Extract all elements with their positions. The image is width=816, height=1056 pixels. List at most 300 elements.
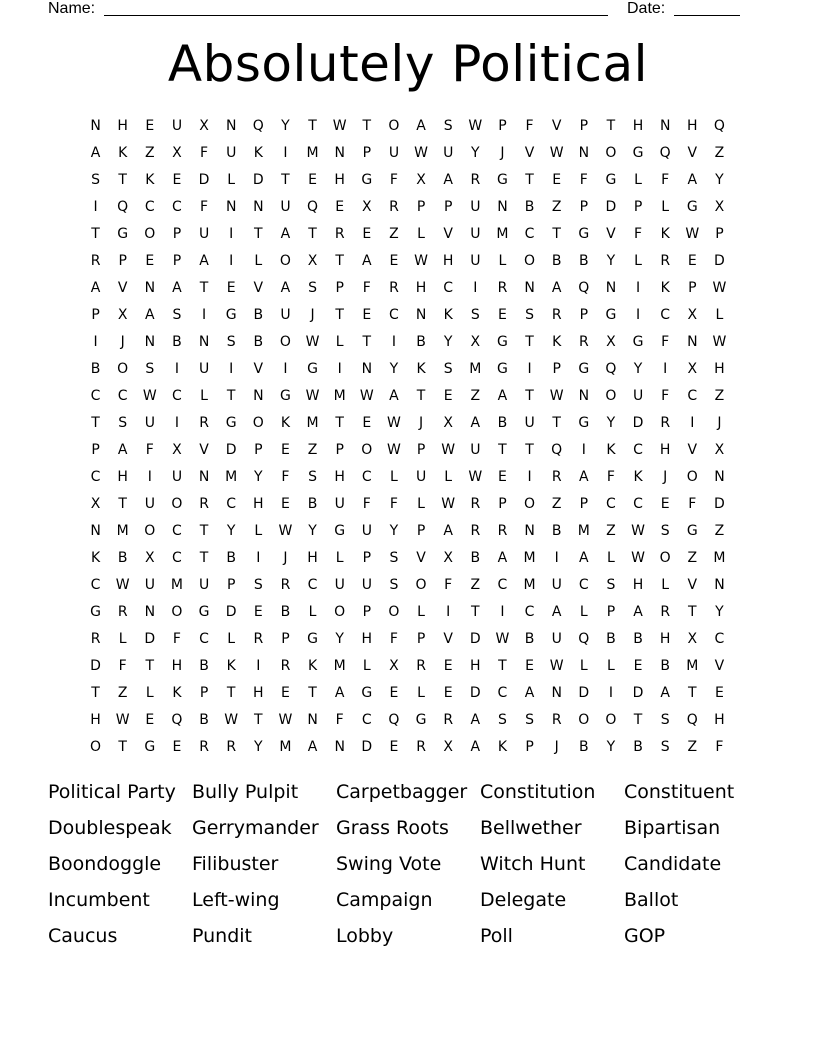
grid-letter: N [578, 145, 590, 161]
grid-letter: F [200, 199, 209, 215]
grid-letter: C [524, 226, 535, 242]
grid-letter: Y [606, 739, 616, 755]
grid-row [82, 653, 733, 680]
grid-letter: C [172, 388, 182, 404]
grid-letter: F [335, 712, 344, 728]
grid-letter: Q [171, 712, 183, 728]
grid-letter: Y [633, 361, 643, 377]
grid-letter: O [605, 145, 617, 161]
grid-letter: F [661, 334, 670, 350]
grid-letter: A [497, 550, 508, 566]
grid-letter: U [524, 415, 535, 431]
grid-letter: K [416, 361, 426, 377]
grid-row [82, 302, 733, 329]
grid-letter: Z [714, 388, 725, 404]
grid-row [82, 113, 733, 140]
grid-letter: X [90, 496, 101, 512]
word-row [48, 814, 768, 850]
word-item: Caucus [48, 925, 118, 947]
grid-letter: U [470, 199, 481, 215]
grid-letter: V [253, 280, 264, 296]
grid-letter: H [171, 658, 183, 674]
grid-letter: A [172, 280, 182, 296]
grid-letter: R [199, 739, 209, 755]
grid-letter: A [280, 280, 291, 296]
grid-letter: N [144, 604, 156, 620]
grid-letter: I [554, 550, 559, 566]
grid-letter: N [198, 469, 210, 485]
grid-letter: C [307, 577, 318, 593]
grid-letter: U [198, 226, 210, 242]
grid-letter: G [198, 604, 210, 620]
grid-letter: O [144, 523, 156, 539]
grid-letter: P [443, 199, 453, 215]
grid-letter: L [308, 604, 317, 620]
grid-letter: U [280, 307, 291, 323]
grid-row [82, 248, 733, 275]
grid-letter: G [497, 172, 508, 188]
grid-letter: W [712, 280, 727, 296]
grid-letter: L [118, 631, 127, 647]
grid-letter: T [254, 712, 263, 728]
grid-letter: H [687, 118, 698, 134]
grid-letter: S [660, 739, 670, 755]
grid-letter: D [144, 631, 156, 647]
grid-letter: N [198, 334, 210, 350]
word-item: Ballot [624, 889, 679, 911]
grid-letter: M [333, 658, 346, 674]
grid-letter: A [687, 172, 698, 188]
grid-letter: F [389, 631, 398, 647]
grid-letter: P [362, 550, 372, 566]
grid-letter: B [226, 550, 236, 566]
grid-row [82, 410, 733, 437]
grid-letter: H [714, 361, 725, 377]
grid-letter: P [579, 199, 589, 215]
grid-letter: T [281, 172, 290, 188]
grid-row [82, 194, 733, 221]
grid-letter: R [389, 280, 399, 296]
grid-letter: U [388, 145, 400, 161]
grid-letter: R [416, 739, 426, 755]
grid-letter: A [280, 226, 291, 242]
grid-letter: C [497, 577, 508, 593]
grid-letter: N [90, 523, 101, 539]
grid-letter: U [226, 145, 237, 161]
grid-letter: L [444, 469, 453, 485]
grid-letter: E [281, 442, 290, 458]
grid-letter: Z [551, 496, 562, 512]
grid-letter: K [606, 442, 616, 458]
grid-letter: E [226, 280, 236, 296]
grid-letter: E [389, 685, 399, 701]
word-item: Bully Pulpit [192, 781, 299, 803]
grid-letter: K [90, 550, 101, 566]
name-blank-line[interactable] [104, 15, 608, 16]
grid-letter: E [633, 658, 643, 674]
grid-letter: A [117, 442, 128, 458]
grid-letter: H [442, 253, 454, 269]
grid-letter: I [256, 658, 261, 674]
grid-letter: Y [471, 145, 480, 161]
grid-letter: U [198, 577, 210, 593]
grid-letter: X [443, 550, 453, 566]
grid-letter: A [443, 523, 453, 539]
grid-letter: P [552, 361, 561, 377]
grid-letter: A [551, 604, 562, 620]
grid-letter: Z [687, 739, 698, 755]
grid-letter: O [279, 334, 291, 350]
grid-letter: B [172, 334, 182, 350]
grid-letter: M [577, 523, 590, 539]
grid-letter: D [714, 496, 725, 512]
grid-letter: V [687, 442, 698, 458]
grid-letter: L [254, 523, 263, 539]
grid-letter: M [306, 415, 319, 431]
grid-letter: O [605, 388, 617, 404]
grid-letter: X [389, 658, 399, 674]
grid-letter: U [361, 523, 372, 539]
grid-letter: A [90, 280, 101, 296]
grid-letter: W [712, 334, 727, 350]
word-item: Carpetbagger [336, 781, 468, 803]
grid-letter: I [174, 361, 179, 377]
grid-letter: N [253, 199, 264, 215]
grid-letter: O [578, 712, 590, 728]
grid-letter: B [660, 658, 670, 674]
grid-letter: A [660, 685, 670, 701]
grid-letter: W [278, 523, 293, 539]
grid-letter: Z [714, 523, 725, 539]
grid-letter: T [308, 685, 317, 701]
grid-letter: E [362, 226, 372, 242]
grid-letter: H [659, 631, 671, 647]
grid-letter: V [524, 145, 535, 161]
grid-letter: V [687, 577, 698, 593]
grid-letter: D [252, 172, 264, 188]
grid-letter: Q [578, 280, 590, 296]
grid-letter: G [307, 631, 318, 647]
grid-letter: Y [254, 469, 263, 485]
grid-letter: S [308, 469, 317, 485]
grid-letter: P [281, 631, 290, 647]
grid-letter: I [391, 334, 396, 350]
grid-letter: W [685, 226, 700, 242]
grid-row [82, 545, 733, 572]
name-label: Name: [48, 0, 96, 17]
grid-letter: E [552, 172, 562, 188]
grid-letter: T [362, 118, 372, 134]
grid-letter: A [551, 280, 562, 296]
grid-letter: U [171, 118, 183, 134]
grid-letter: E [443, 685, 453, 701]
grid-letter: V [253, 361, 264, 377]
grid-letter: P [498, 496, 507, 512]
grid-letter: T [471, 604, 480, 620]
grid-letter: B [307, 496, 318, 512]
grid-row [82, 356, 733, 383]
grid-letter: P [579, 496, 589, 512]
grid-row [82, 383, 733, 410]
grid-letter: G [497, 361, 508, 377]
grid-letter: A [579, 550, 589, 566]
grid-letter: Z [714, 145, 725, 161]
grid-letter: S [253, 577, 263, 593]
grid-letter: D [225, 442, 237, 458]
grid-letter: M [279, 739, 292, 755]
grid-letter: C [497, 685, 508, 701]
grid-letter: R [470, 496, 481, 512]
grid-letter: O [279, 253, 291, 269]
grid-letter: A [199, 253, 209, 269]
grid-row [82, 167, 733, 194]
grid-letter: L [661, 199, 670, 215]
grid-letter: B [524, 199, 535, 215]
word-item: Grass Roots [336, 817, 449, 839]
grid-letter: R [90, 631, 101, 647]
grid-letter: G [334, 523, 346, 539]
grid-letter: T [498, 658, 507, 674]
grid-letter: L [362, 658, 371, 674]
grid-letter: A [470, 739, 481, 755]
grid-letter: O [252, 415, 264, 431]
grid-letter: L [335, 550, 344, 566]
grid-letter: O [659, 550, 671, 566]
grid-letter: X [362, 199, 372, 215]
grid-letter: B [199, 712, 209, 728]
grid-letter: Y [226, 523, 236, 539]
grid-letter: T [118, 172, 127, 188]
grid-row [82, 572, 733, 599]
grid-letter: N [334, 145, 345, 161]
word-item: Boondoggle [48, 853, 162, 875]
grid-letter: F [145, 442, 154, 458]
grid-letter: R [199, 496, 209, 512]
grid-letter: N [497, 199, 508, 215]
grid-letter: T [362, 334, 372, 350]
grid-letter: F [661, 172, 670, 188]
grid-letter: G [225, 415, 237, 431]
grid-letter: W [305, 388, 320, 404]
grid-letter: E [172, 739, 182, 755]
grid-letter: T [199, 523, 209, 539]
grid-letter: B [280, 604, 291, 620]
grid-letter: V [117, 280, 128, 296]
grid-letter: R [280, 577, 291, 593]
grid-letter: I [93, 199, 98, 215]
grid-letter: F [606, 469, 615, 485]
grid-letter: E [687, 253, 697, 269]
grid-letter: Q [686, 712, 698, 728]
grid-letter: Y [389, 361, 399, 377]
grid-letter: K [226, 658, 236, 674]
grid-letter: T [308, 118, 317, 134]
grid-letter: T [552, 226, 561, 242]
grid-letter: T [199, 550, 209, 566]
grid-letter: P [579, 307, 589, 323]
grid-letter: X [172, 442, 182, 458]
grid-letter: T [226, 685, 236, 701]
grid-letter: I [446, 604, 451, 620]
grid-letter: W [332, 118, 347, 134]
grid-letter: N [90, 118, 101, 134]
grid-letter: X [687, 307, 698, 323]
grid-letter: H [117, 118, 128, 134]
grid-letter: S [145, 361, 155, 377]
grid-letter: U [361, 577, 372, 593]
grid-letter: J [554, 739, 559, 755]
grid-letter: R [253, 631, 264, 647]
grid-letter: K [660, 280, 670, 296]
grid-letter: Z [145, 145, 155, 161]
grid-letter: T [91, 226, 100, 242]
grid-letter: N [144, 334, 156, 350]
grid-letter: S [118, 415, 128, 431]
grid-letter: O [524, 496, 536, 512]
grid-letter: C [633, 442, 643, 458]
grid-letter: L [715, 307, 724, 323]
grid-letter: A [307, 739, 318, 755]
grid-letter: O [686, 469, 698, 485]
grid-letter: T [91, 685, 100, 701]
grid-letter: M [469, 361, 482, 377]
grid-letter: X [145, 550, 155, 566]
grid-letter: E [172, 172, 182, 188]
grid-letter: U [144, 496, 155, 512]
word-row [48, 922, 768, 958]
grid-letter: T [226, 388, 236, 404]
grid-letter: W [468, 469, 483, 485]
grid-letter: T [199, 280, 209, 296]
grid-letter: I [174, 415, 179, 431]
grid-letter: P [335, 442, 344, 458]
grid-letter: L [579, 658, 588, 674]
grid-letter: N [307, 712, 318, 728]
grid-letter: E [715, 685, 724, 701]
grid-letter: W [359, 388, 374, 404]
grid-letter: M [523, 550, 536, 566]
grid-letter: G [307, 361, 318, 377]
grid-letter: D [632, 415, 644, 431]
grid-letter: R [660, 604, 671, 620]
grid-letter: P [199, 685, 209, 701]
grid-letter: K [280, 415, 291, 431]
grid-letter: I [283, 361, 288, 377]
grid-letter: Q [713, 118, 725, 134]
grid-letter: B [117, 550, 128, 566]
grid-letter: W [549, 388, 564, 404]
grid-letter: F [389, 496, 398, 512]
grid-letter: E [389, 253, 399, 269]
word-item: GOP [624, 925, 666, 947]
grid-letter: W [224, 712, 239, 728]
grid-letter: Y [308, 523, 317, 539]
grid-letter: I [581, 442, 586, 458]
grid-letter: N [144, 280, 156, 296]
grid-letter: P [416, 523, 426, 539]
grid-letter: D [469, 631, 481, 647]
grid-letter: C [687, 388, 698, 404]
grid-letter: R [660, 253, 671, 269]
grid-letter: N [225, 118, 237, 134]
grid-letter: W [278, 712, 293, 728]
grid-letter: X [714, 442, 725, 458]
grid-row [82, 275, 733, 302]
grid-letter: Q [578, 631, 590, 647]
grid-letter: J [500, 145, 505, 161]
grid-letter: C [633, 496, 643, 512]
grid-letter: N [361, 361, 373, 377]
grid-row [82, 680, 733, 707]
grid-letter: E [145, 118, 155, 134]
word-item: Bipartisan [624, 817, 721, 839]
grid-letter: E [335, 199, 345, 215]
grid-letter: Z [389, 226, 399, 242]
grid-letter: G [144, 739, 156, 755]
grid-letter: F [118, 658, 127, 674]
grid-letter: D [605, 199, 617, 215]
grid-letter: K [145, 172, 155, 188]
grid-letter: J [310, 307, 315, 323]
grid-letter: T [118, 739, 127, 755]
grid-letter: U [443, 145, 454, 161]
grid-letter: L [417, 496, 425, 512]
grid-letter: R [551, 712, 562, 728]
grid-letter: L [498, 253, 507, 269]
grid-letter: L [579, 604, 588, 620]
grid-letter: I [608, 685, 613, 701]
word-item: Delegate [480, 889, 567, 911]
grid-letter: V [443, 226, 453, 242]
grid-letter: J [120, 334, 125, 350]
grid-row [82, 329, 733, 356]
grid-letter: G [117, 226, 129, 242]
grid-letter: R [389, 199, 399, 215]
word-item: Constituent [624, 781, 735, 803]
grid-letter: C [606, 496, 616, 512]
grid-letter: Y [715, 604, 724, 620]
grid-letter: A [443, 172, 453, 188]
grid-letter: B [524, 631, 535, 647]
grid-row [82, 518, 733, 545]
grid-letter: C [389, 307, 399, 323]
grid-letter: P [172, 253, 182, 269]
grid-letter: P [579, 118, 589, 134]
grid-letter: Z [470, 577, 481, 593]
grid-letter: E [443, 658, 453, 674]
grid-letter: E [525, 658, 534, 674]
date-label: Date: [627, 0, 666, 17]
word-item: Gerrymander [192, 817, 319, 839]
grid-letter: K [633, 469, 643, 485]
date-blank-line[interactable] [674, 15, 740, 16]
grid-letter: R [551, 307, 562, 323]
grid-letter: V [416, 550, 426, 566]
grid-letter: P [91, 442, 100, 458]
grid-letter: I [635, 280, 641, 296]
grid-letter: H [415, 280, 427, 296]
word-item: Poll [480, 925, 513, 947]
grid-letter: P [172, 226, 182, 242]
grid-letter: H [470, 658, 481, 674]
grid-row [82, 626, 733, 653]
grid-letter: E [443, 388, 453, 404]
grid-letter: S [389, 550, 399, 566]
grid-letter: I [527, 469, 532, 485]
word-item: Constitution [480, 781, 596, 803]
word-row [48, 778, 768, 814]
grid-letter: H [334, 469, 345, 485]
